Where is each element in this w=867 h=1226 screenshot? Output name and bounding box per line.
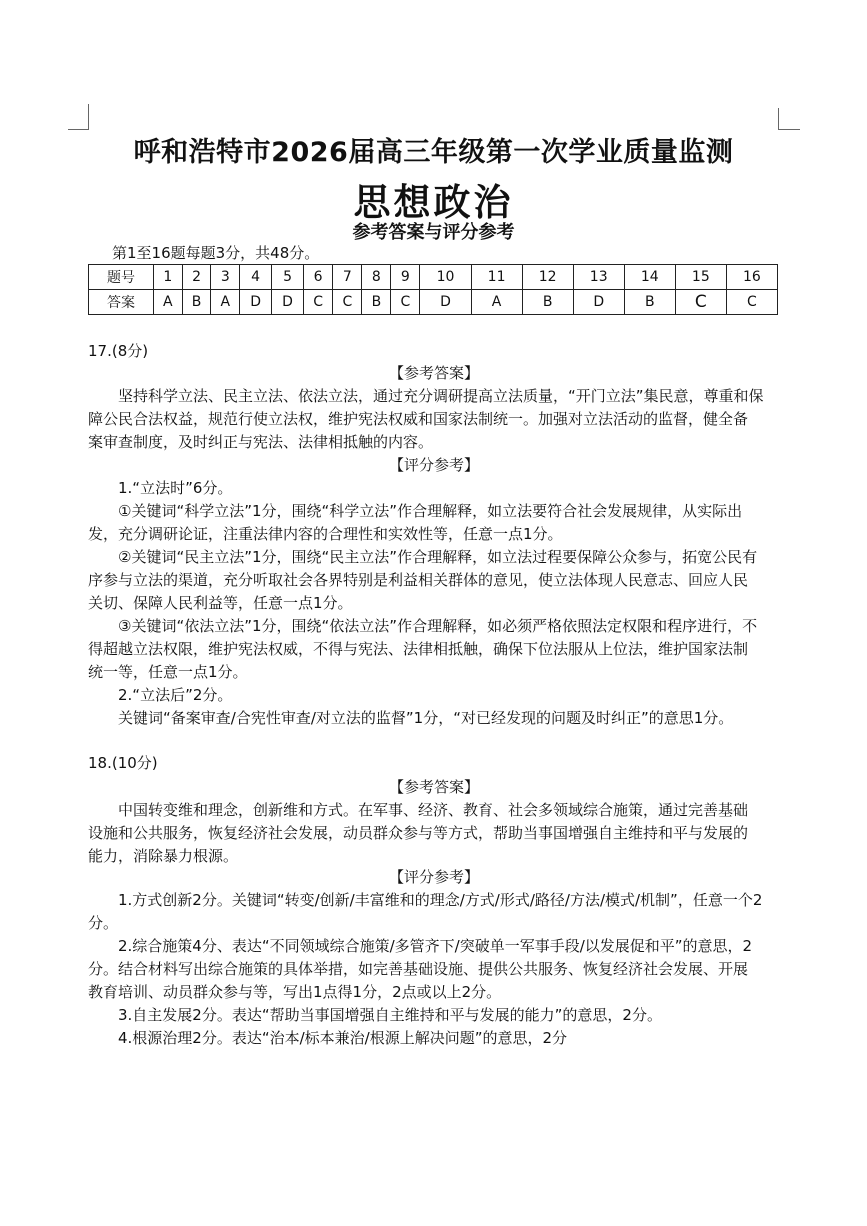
- question-17-answer: [88, 362, 780, 730]
- section-intro: 第1至16题每题3分，共48分。: [112, 244, 320, 262]
- scoring-text-line: 分。: [88, 914, 119, 932]
- question-number: 16: [726, 265, 777, 290]
- question-number: 14: [624, 265, 675, 290]
- answer-cell: B: [624, 290, 675, 315]
- question-number: 12: [522, 265, 573, 290]
- answer-cell: B: [182, 290, 211, 315]
- reference-answer-label: 【参考答案】: [388, 364, 479, 382]
- subject-title: 思想政治: [353, 181, 514, 224]
- scoring-text-line: 分。结合材料写出综合施策的具体举措，如完善基础设施、提供公共服务、恢复经济社会发展、开展: [88, 960, 749, 978]
- answer-table: [88, 264, 778, 315]
- answer-cell: C: [675, 290, 726, 315]
- question-heading: 17.(8分): [88, 342, 149, 360]
- answer-cell: C: [333, 290, 362, 315]
- answer-cell: D: [573, 290, 624, 315]
- scoring-text-line: 关键词“备案审查/合宪性审查/对立法的监督”1分，“对已经发现的问题及时纠正”的意思1分。: [118, 709, 734, 727]
- document-subtitle: 参考答案与评分参考: [352, 222, 515, 243]
- scoring-text-line: 序参与立法的渠道，充分听取社会各界特别是利益相关群体的意见，使立法体现人民意志、回应人民: [88, 571, 749, 589]
- answer-text-line: 案审查制度，及时纠正与宪法、法律相抵触的内容。: [88, 433, 434, 451]
- question-number: 13: [573, 265, 624, 290]
- question-number: 6: [304, 265, 333, 290]
- question-number: 7: [333, 265, 362, 290]
- answer-cell: C: [726, 290, 777, 315]
- scoring-text-line: 关切、保障人民利益等，任意一点1分。: [88, 594, 353, 612]
- question-18-heading: [88, 752, 780, 775]
- scoring-reference-label: 【评分参考】: [388, 456, 479, 474]
- question-number: 8: [362, 265, 391, 290]
- answer-cell: D: [272, 290, 304, 315]
- row-label: 答案: [89, 290, 154, 315]
- question-number: 9: [391, 265, 420, 290]
- scoring-text-line: ②关键词“民主立法”1分，围绕“民主立法”作合理解释，如立法过程要保障公众参与，拓宽公民有: [118, 548, 758, 566]
- answer-cell: D: [240, 290, 272, 315]
- scoring-text-line: ①关键词“科学立法”1分，围绕“科学立法”作合理解释，如立法要符合社会发展规律，从实际出: [118, 502, 743, 520]
- question-number-row: [89, 265, 778, 290]
- scoring-text-line: 发，充分调研论证，注重法律内容的合理性和实效性等，任意一点1分。: [88, 525, 563, 543]
- answer-cell: D: [420, 290, 471, 315]
- answer-text-line: 能力，消除暴力根源。: [88, 847, 239, 865]
- scoring-text-line: 得超越立法权限，维护宪法权威，不得与宪法、法律相抵触，确保下位法服从上位法，维护国家法制: [88, 640, 749, 658]
- scoring-text-line: 统一等，任意一点1分。: [88, 663, 248, 681]
- exam-title: 呼和浩特市2026届高三年级第一次学业质量监测: [133, 137, 734, 168]
- row-label: 题号: [89, 265, 154, 290]
- answer-cell: A: [154, 290, 183, 315]
- crop-mark-top-left: [88, 104, 89, 130]
- answer-cell: B: [522, 290, 573, 315]
- scoring-text-line: 4.根源治理2分。表达“治本/标本兼治/根源上解决问题”的意思，2分: [118, 1029, 568, 1047]
- question-number: 2: [182, 265, 211, 290]
- answer-text-line: 障公民合法权益，规范行使立法权，维护宪法权威和国家法制统一。加强对立法活动的监督，健全备: [88, 410, 749, 428]
- answer-text-line: 中国转变维和理念，创新维和方式。在军事、经济、教育、社会多领域综合施策，通过完善基础: [118, 801, 749, 819]
- question-18-scoring: [88, 866, 780, 1050]
- question-heading: 18.(10分): [88, 754, 158, 772]
- question-number: 11: [471, 265, 522, 290]
- scoring-reference-label: 【评分参考】: [388, 868, 479, 886]
- answer-cell: C: [304, 290, 333, 315]
- scoring-text-line: ③关键词“依法立法”1分，围绕“依法立法”作合理解释，如必须严格依照法定权限和程序进行，不: [118, 617, 758, 635]
- answer-text-line: 设施和公共服务，恢复经济社会发展，动员群众参与等方式，帮助当事国增强自主维持和平与发展的: [88, 824, 749, 842]
- reference-answer-label: 【参考答案】: [388, 778, 479, 796]
- question-number: 15: [675, 265, 726, 290]
- scoring-text-line: 1.“立法时”6分。: [118, 479, 233, 497]
- question-18-answer: [88, 776, 780, 868]
- scoring-text-line: 3.自主发展2分。表达“帮助当事国增强自主维持和平与发展的能力”的意思，2分。: [118, 1006, 662, 1024]
- question-number: 5: [272, 265, 304, 290]
- answer-cell: C: [391, 290, 420, 315]
- scoring-text-line: 2.综合施策4分、表达“不同领域综合施策/多管齐下/突破单一军事手段/以发展促和平”的意思，2: [118, 937, 753, 955]
- question-number: 3: [211, 265, 240, 290]
- question-17-heading: [88, 340, 780, 363]
- crop-mark-top-right: [778, 108, 779, 130]
- question-number: 10: [420, 265, 471, 290]
- scoring-text-line: 1.方式创新2分。关键词“转变/创新/丰富维和的理念/方式/形式/路径/方法/模式/机制”，任意一个2: [118, 891, 763, 909]
- answer-row: [89, 290, 778, 315]
- answer-cell: A: [211, 290, 240, 315]
- answer-cell: B: [362, 290, 391, 315]
- question-number: 4: [240, 265, 272, 290]
- scoring-text-line: 教育培训、动员群众参与等，写出1点得1分，2点或以上2分。: [88, 983, 502, 1001]
- answer-text-line: 坚持科学立法、民主立法、依法立法，通过充分调研提高立法质量，“开门立法”集民意，尊重和保: [118, 387, 764, 405]
- scoring-text-line: 2.“立法后”2分。: [118, 686, 233, 704]
- answer-cell: A: [471, 290, 522, 315]
- question-number: 1: [154, 265, 183, 290]
